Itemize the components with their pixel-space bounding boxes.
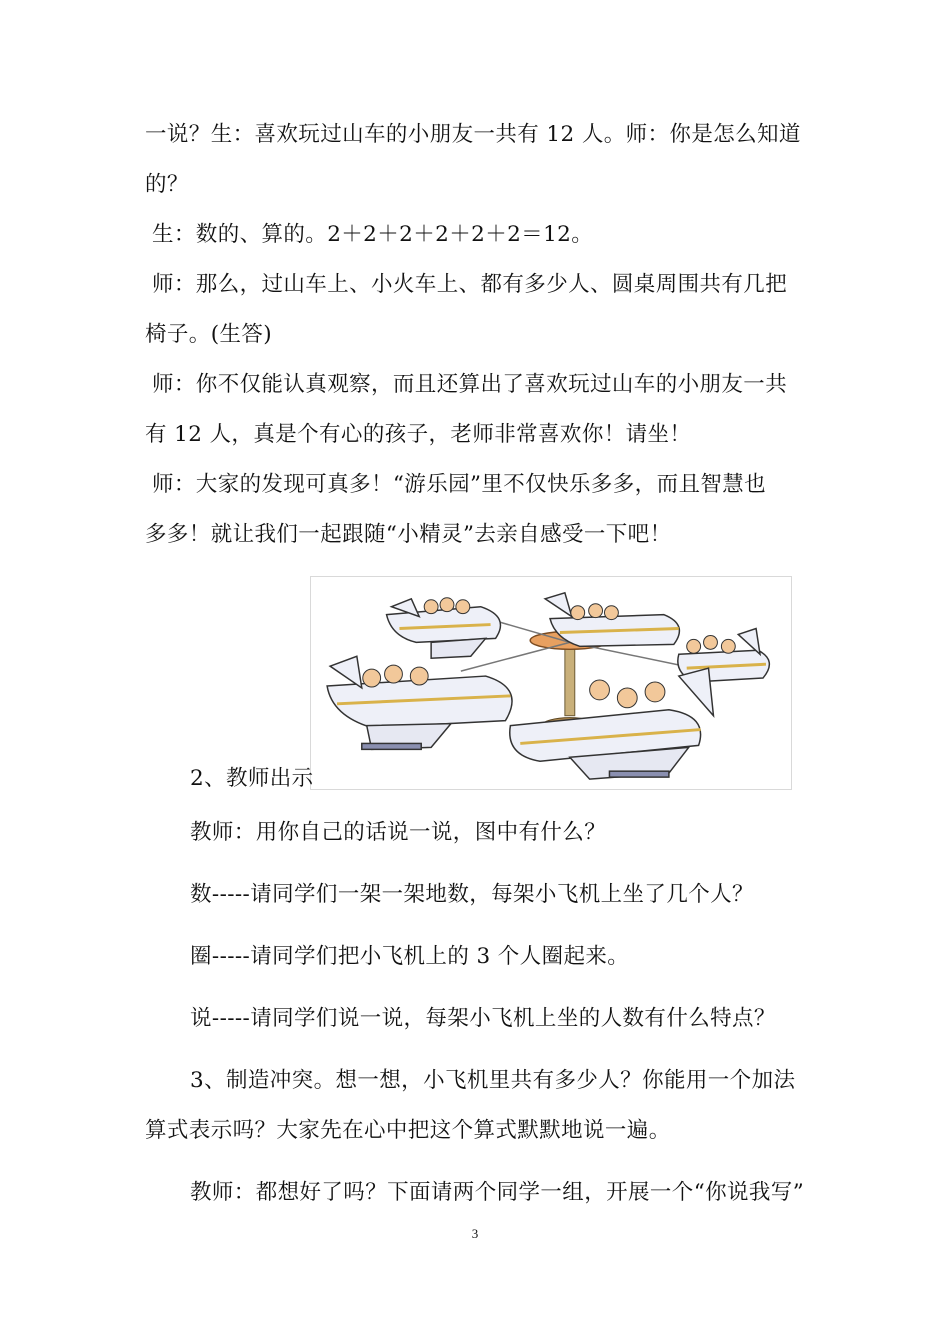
text-line-7: 有 12 人，真是个有心的孩子，老师非常喜欢你！请坐！ <box>145 422 692 447</box>
text-line-8: 师：大家的发现可真多！“游乐园”里不仅快乐多多，而且智慧也 <box>152 472 767 497</box>
text-line-4: 师：那么，过山车上、小火车上、都有多少人、圆桌周围共有几把 <box>152 272 788 297</box>
text-line-3: 生：数的、算的。2＋2＋2＋2＋2＋2＝12。 <box>152 222 594 247</box>
text-line-1: 一说？生：喜欢玩过山车的小朋友一共有 12 人。师：你是怎么知道 <box>145 122 801 147</box>
text-line-11: 教师：用你自己的话说一说，图中有什么？ <box>190 820 607 845</box>
text-line-2: 的？ <box>145 172 189 197</box>
text-line-14: 说-----请同学们说一说，每架小飞机上坐的人数有什么特点？ <box>190 1006 776 1031</box>
text-line-5: 椅子。(生答) <box>145 322 273 347</box>
text-line-6: 师：你不仅能认真观察，而且还算出了喜欢玩过山车的小朋友一共 <box>152 372 788 397</box>
text-line-12: 数-----请同学们一架一架地数，每架小飞机上坐了几个人？ <box>190 882 754 907</box>
text-line-15: 3、制造冲突。想一想，小飞机里共有多少人？你能用一个加法 <box>190 1068 796 1093</box>
text-line-13: 圈-----请同学们把小飞机上的 3 个人圈起来。 <box>190 944 630 969</box>
text-line-9: 多多！就让我们一起跟随“小精灵”去亲自感受一下吧！ <box>145 522 672 547</box>
text-line-17: 教师：都想好了吗？下面请两个同学一组，开展一个“你说我写” <box>190 1180 805 1205</box>
airplane-ride-illustration <box>310 576 792 790</box>
text-line-16: 算式表示吗？大家先在心中把这个算式默默地说一遍。 <box>145 1118 671 1143</box>
page-number: 3 <box>471 1226 479 1241</box>
text-line-10: 2、教师出示 <box>190 766 314 791</box>
